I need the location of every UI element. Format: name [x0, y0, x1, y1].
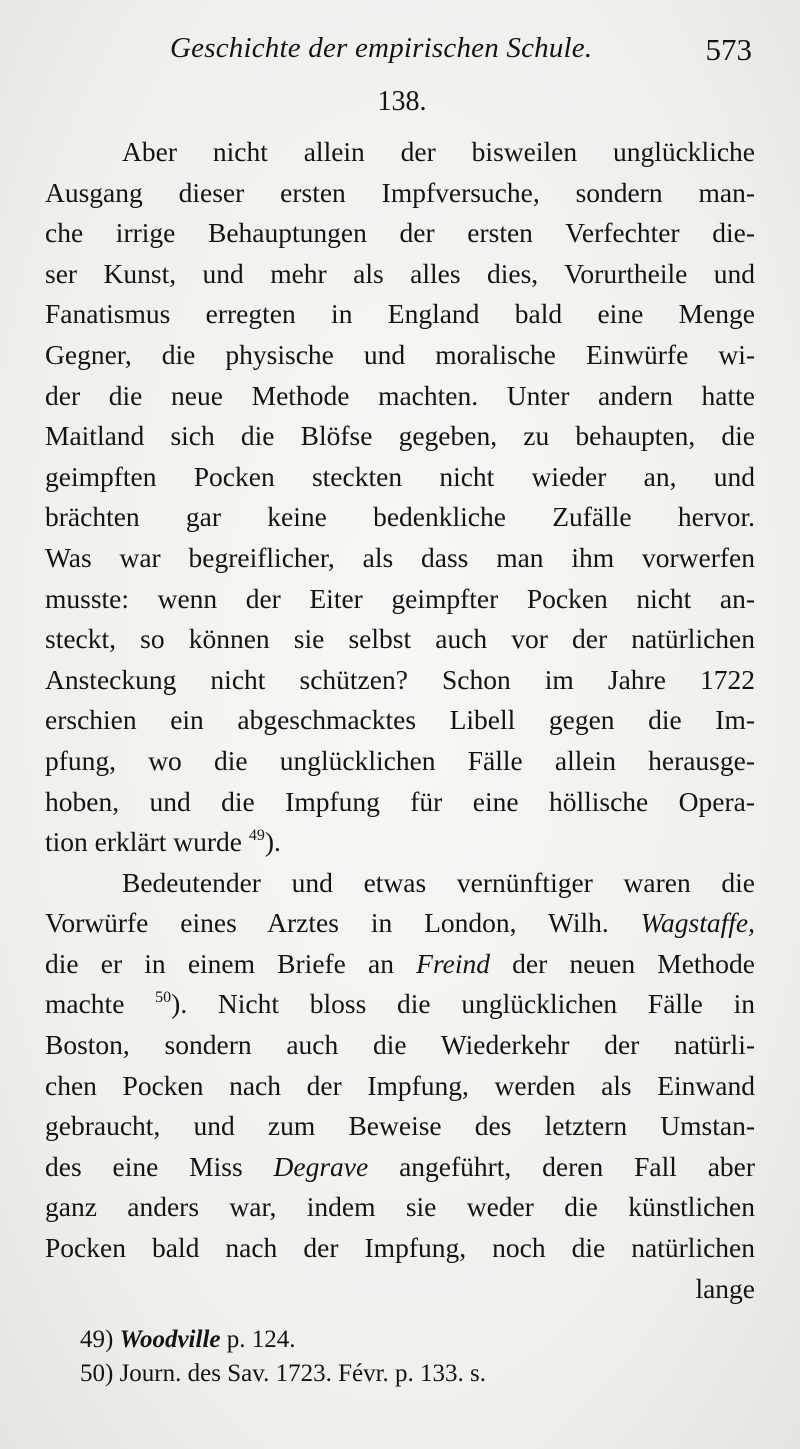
text-line: Was war begreiflicher, als dass man ihm vorwerfen [45, 541, 755, 573]
text-line: Gegner, die physische und moralische Einwürfe wi- [45, 338, 755, 370]
text-line: Boston, sondern auch die Wiederkehr der natürli- [45, 1029, 755, 1061]
text-line: pfung, wo die unglücklichen Fälle allein herausge- [45, 744, 755, 776]
text-line: ganz anders war, indem sie weder die künstlichen [45, 1191, 755, 1223]
text-line: ser Kunst, und mehr als alles dies, Vorurtheile und [45, 257, 755, 289]
footnotes [80, 1323, 760, 1391]
page-header [170, 32, 760, 76]
line-text: die er in einem Briefe an [45, 947, 394, 979]
text-line [45, 944, 755, 985]
italic-name: Wagstaffe, [640, 907, 755, 939]
footnote-ref: 50 [155, 989, 172, 1007]
footnote-number: 49) [80, 1326, 114, 1353]
section-number: 138. [377, 86, 427, 117]
line-text: machte [45, 988, 125, 1020]
text-line [45, 822, 755, 863]
text-line: steckt, so können sie selbst auch vor der natürlichen [45, 623, 755, 655]
line-text: tion erklärt wurde [45, 826, 243, 858]
line-text: der neuen Methode [512, 947, 756, 979]
footnote [80, 1357, 760, 1391]
text-line: brächten gar keine bedenkliche Zufälle hervor. [45, 501, 755, 533]
text-line: gebraucht, und zum Beweise des letztern Umstan- [45, 1110, 755, 1142]
text-line: chen Pocken nach der Impfung, werden als Einwand [45, 1069, 755, 1101]
footnote-text: Journ. des Sav. 1723. Févr. p. 133. s. [119, 1360, 487, 1387]
line-text: angeführt, deren Fall aber [399, 1150, 756, 1182]
text-line: Ausgang dieser ersten Impfversuche, sondern man- [45, 176, 755, 208]
line-text: Vorwürfe eines Arztes in London, Wilh. [45, 907, 609, 939]
page-number: 573 [705, 32, 752, 67]
text-line: che irrige Behauptungen der ersten Verfechter die- [45, 217, 755, 249]
italic-name: Freind [416, 947, 490, 979]
text-line: Ansteckung nicht schützen? Schon im Jahre 1722 [45, 663, 755, 695]
text-line: Bedeutender und etwas vernünftiger waren die [122, 866, 755, 898]
text-line: Maitland sich die Blöfse gegeben, zu behaupten, die [45, 420, 755, 452]
footnote [80, 1323, 760, 1357]
footnote-ref: 49 [248, 827, 265, 845]
text-line: erschien ein abgeschmacktes Libell gegen die Im- [45, 704, 755, 736]
running-title: Geschichte der empirischen Schule. [170, 32, 593, 64]
body-text [45, 132, 755, 1309]
text-line [45, 903, 755, 944]
italic-name: Degrave [273, 1150, 369, 1182]
text-line: geimpften Pocken steckten nicht wieder an, und [45, 460, 755, 492]
line-text: ). Nicht bloss die unglücklichen Fälle in [171, 988, 756, 1020]
text-line [45, 1147, 755, 1188]
text-line: Pocken bald nach der Impfung, noch die natürlichen [45, 1232, 755, 1264]
text-line: musste: wenn der Eiter geimpfter Pocken nicht an- [45, 582, 755, 614]
line-text: ). [264, 826, 281, 858]
line-text: des eine Miss [45, 1150, 243, 1182]
text-line: Aber nicht allein der bisweilen unglückliche [122, 136, 755, 167]
footnote-text: p. 124. [220, 1326, 296, 1353]
text-line: der die neue Methode machten. Unter andern hatte [45, 379, 755, 411]
footnote-title: Woodville [119, 1326, 221, 1353]
footnote-number: 50) [80, 1360, 114, 1387]
text-line: Fanatismus erregten in England bald eine Menge [45, 298, 755, 330]
text-line: hoben, und die Impfung für eine höllische Opera- [45, 785, 755, 817]
catchword: lange [695, 1272, 755, 1304]
text-line [45, 984, 755, 1025]
